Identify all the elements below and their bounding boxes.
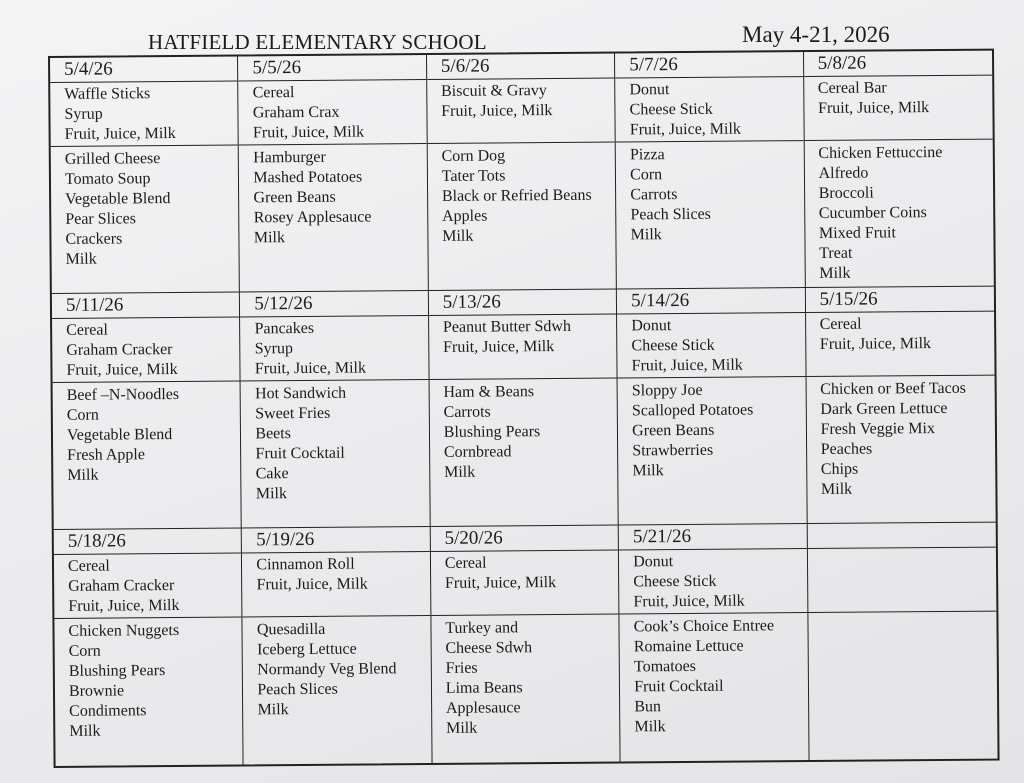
lunch-item: Iceberg Lettuce — [256, 640, 357, 659]
lunch-item: Romaine Lettuce — [633, 637, 744, 656]
day-cell — [805, 287, 995, 524]
lunch-item: Peach Slices — [630, 205, 711, 224]
day-cell — [427, 54, 617, 291]
lunch-menu — [808, 612, 998, 760]
lunch-item: Hamburger — [253, 148, 326, 167]
breakfast-item: Cinnamon Roll — [256, 555, 355, 574]
breakfast-item: Cereal — [444, 554, 487, 572]
breakfast-menu — [806, 312, 995, 377]
day-date: 5/21/26 — [619, 524, 807, 550]
breakfast-item: Donut — [629, 81, 670, 99]
day-date: 5/5/26 — [238, 55, 426, 81]
lunch-item: Sloppy Joe — [631, 381, 703, 400]
day-cell — [431, 526, 621, 763]
lunch-item: Cake — [255, 465, 289, 483]
lunch-item: Turkey and — [445, 619, 519, 637]
breakfast-item: Fruit, Juice, Milk — [633, 592, 745, 611]
lunch-item: Milk — [444, 463, 476, 481]
breakfast-item: Graham Cracker — [66, 341, 173, 359]
breakfast-menu — [52, 318, 240, 383]
breakfast-item: Fruit, Juice, Milk — [254, 359, 367, 378]
lunch-menu — [431, 615, 620, 763]
lunch-item: Apples — [442, 207, 488, 225]
date-range: May 4-21, 2026 — [742, 22, 890, 47]
lunch-menu — [618, 377, 807, 524]
lunch-item: Grilled Cheese — [64, 150, 161, 168]
breakfast-item: Cereal — [819, 315, 862, 333]
lunch-item: Lima Beans — [445, 679, 523, 697]
lunch-item: Chips — [820, 460, 859, 478]
lunch-item: Tomatoes — [633, 657, 697, 676]
day-cell — [54, 528, 244, 765]
day-date: 5/11/26 — [52, 293, 240, 319]
lunch-item: Pear Slices — [65, 210, 137, 228]
breakfast-item: Fruit, Juice, Milk — [443, 338, 555, 356]
breakfast-item: Pancakes — [254, 319, 315, 338]
day-cell — [50, 57, 240, 294]
lunch-item: Green Beans — [253, 188, 336, 207]
breakfast-item: Graham Crax — [252, 103, 340, 122]
lunch-item: Chicken Fettuccine — [818, 143, 943, 162]
lunch-item: Alfredo — [818, 164, 869, 182]
lunch-item: Condiments — [69, 702, 147, 720]
day-cell — [242, 527, 432, 764]
breakfast-item: Fruit, Juice, Milk — [817, 99, 930, 117]
lunch-item: Green Beans — [632, 421, 715, 440]
lunch-item: Corn — [630, 166, 663, 184]
day-cell — [619, 524, 809, 761]
lunch-item: Corn — [66, 406, 99, 424]
day-cell — [240, 291, 430, 528]
breakfast-item: Fruit, Juice, Milk — [629, 120, 741, 139]
breakfast-item: Fruit, Juice, Milk — [66, 360, 178, 379]
day-date: 5/19/26 — [242, 527, 430, 553]
lunch-item: Milk — [446, 719, 478, 737]
lunch-item: Ham & Beans — [443, 383, 535, 401]
lunch-item: Fresh Veggie Mix — [820, 420, 935, 438]
lunch-item: Vegetable Blend — [66, 426, 173, 444]
breakfast-item: Waffle Sticks — [64, 85, 151, 103]
breakfast-item: Syrup — [254, 340, 293, 358]
lunch-item: Black or Refried Beans — [441, 186, 592, 205]
breakfast-item: Biscuit & Gravy — [441, 82, 547, 100]
lunch-item: Broccoli — [818, 184, 874, 202]
breakfast-menu — [50, 82, 238, 147]
breakfast-item: Cereal — [66, 321, 108, 339]
lunch-item: Cook’s Choice Entree — [633, 617, 775, 636]
breakfast-item: Cheese Stick — [633, 572, 717, 591]
breakfast-menu — [54, 553, 242, 618]
lunch-item: Peach Slices — [257, 680, 338, 699]
lunch-item: Chicken or Beef Tacos — [820, 379, 966, 398]
breakfast-menu — [431, 551, 619, 616]
lunch-menu — [804, 140, 994, 287]
lunch-item: Applesauce — [445, 699, 521, 717]
day-date: 5/8/26 — [804, 51, 993, 77]
day-date: 5/12/26 — [240, 291, 428, 317]
day-cell — [807, 523, 997, 760]
lunch-item: Fresh Apple — [67, 446, 145, 464]
day-cell — [617, 288, 807, 525]
day-date: 5/15/26 — [805, 287, 994, 313]
breakfast-item: Donut — [633, 553, 674, 571]
lunch-item: Vegetable Blend — [65, 190, 171, 208]
breakfast-menu — [619, 549, 807, 614]
breakfast-item: Fruit, Juice, Milk — [819, 335, 932, 353]
lunch-item: Milk — [67, 466, 99, 484]
day-cell — [429, 290, 619, 527]
day-date: 5/4/26 — [50, 57, 238, 83]
breakfast-menu — [807, 548, 996, 613]
lunch-item: Milk — [257, 701, 289, 719]
breakfast-menu — [429, 315, 617, 380]
breakfast-item: Fruit, Juice, Milk — [444, 574, 557, 592]
lunch-item: Dark Green Lettuce — [820, 399, 948, 418]
lunch-item: Blushing Pears — [68, 662, 166, 680]
menu-grid — [48, 49, 1000, 768]
breakfast-item: Fruit, Juice, Milk — [64, 124, 176, 143]
lunch-item: Rosey Applesauce — [253, 208, 372, 227]
day-cell — [804, 51, 994, 288]
lunch-item: Cheese Sdwh — [445, 639, 533, 657]
breakfast-item: Cereal — [67, 557, 110, 575]
lunch-item: Beets — [255, 425, 291, 443]
lunch-item: Chicken Nuggets — [68, 621, 180, 640]
lunch-item: Cornbread — [443, 443, 512, 461]
day-date — [807, 523, 996, 549]
lunch-item: Milk — [632, 462, 664, 480]
breakfast-item: Cereal — [252, 84, 295, 102]
breakfast-item: Peanut Butter Sdwh — [442, 317, 572, 336]
lunch-item: Milk — [65, 250, 97, 268]
lunch-menu — [51, 146, 240, 293]
lunch-item: Cucumber Coins — [818, 204, 927, 222]
breakfast-menu — [240, 316, 428, 381]
lunch-item: Milk — [253, 229, 286, 247]
lunch-menu — [241, 380, 430, 527]
day-date: 5/7/26 — [615, 52, 803, 78]
lunch-item: Normandy Veg Blend — [257, 660, 397, 679]
lunch-item: Corn Dog — [441, 147, 506, 165]
lunch-item: Bun — [634, 698, 662, 716]
lunch-item: Tater Tots — [441, 167, 506, 185]
lunch-menu — [53, 382, 242, 529]
breakfast-menu — [615, 77, 803, 142]
breakfast-menu — [242, 552, 430, 617]
lunch-item: Mixed Fruit — [818, 224, 896, 242]
day-date: 5/6/26 — [427, 54, 615, 80]
breakfast-menu — [617, 313, 805, 378]
day-cell — [615, 52, 805, 289]
lunch-item: Fruit Cocktail — [634, 677, 724, 696]
breakfast-item: Graham Cracker — [68, 577, 175, 595]
breakfast-item: Syrup — [64, 105, 103, 123]
lunch-item: Scalloped Potatoes — [631, 401, 754, 420]
lunch-menu — [429, 379, 618, 526]
lunch-item: Mashed Potatoes — [253, 168, 363, 187]
lunch-item: Milk — [634, 718, 666, 736]
lunch-item: Quesadilla — [256, 620, 326, 639]
breakfast-item: Fruit, Juice, Milk — [68, 596, 180, 615]
lunch-item: Pizza — [629, 146, 665, 164]
lunch-item: Milk — [255, 485, 288, 503]
lunch-item: Milk — [630, 226, 662, 244]
lunch-item: Milk — [442, 227, 474, 245]
breakfast-item: Fruit, Juice, Milk — [631, 356, 743, 375]
lunch-item: Sweet Fries — [255, 404, 331, 423]
lunch-menu — [806, 376, 996, 523]
lunch-menu — [616, 141, 805, 288]
lunch-menu — [243, 616, 432, 764]
lunch-menu — [427, 143, 616, 290]
lunch-item: Treat — [819, 244, 853, 262]
breakfast-menu — [804, 76, 993, 141]
lunch-item: Beef –N-Noodles — [66, 385, 180, 404]
lunch-item: Milk — [819, 264, 851, 282]
lunch-menu — [54, 617, 243, 765]
lunch-item: Milk — [69, 722, 101, 740]
lunch-item: Tomato Soup — [64, 170, 151, 188]
breakfast-item: Donut — [631, 317, 672, 335]
day-cell — [238, 55, 428, 292]
lunch-menu — [239, 144, 428, 291]
lunch-item: Hot Sandwich — [254, 384, 347, 403]
school-title: HATFIELD ELEMENTARY SCHOOL — [148, 30, 487, 54]
day-cell — [52, 292, 242, 529]
day-date: 5/14/26 — [617, 288, 805, 314]
breakfast-menu — [239, 80, 427, 145]
breakfast-item: Cheese Stick — [629, 100, 713, 119]
lunch-menu — [620, 613, 809, 761]
lunch-item: Blushing Pears — [443, 423, 541, 441]
day-date: 5/18/26 — [54, 528, 242, 554]
breakfast-item: Fruit, Juice, Milk — [256, 575, 368, 594]
lunch-item: Carrots — [443, 403, 491, 421]
lunch-item: Fries — [445, 659, 478, 677]
lunch-item: Corn — [68, 642, 101, 660]
lunch-item: Crackers — [65, 230, 123, 248]
breakfast-menu — [427, 79, 615, 144]
lunch-item: Carrots — [630, 186, 678, 204]
day-date: 5/13/26 — [429, 290, 617, 316]
day-date: 5/20/26 — [431, 526, 619, 552]
breakfast-item: Cheese Stick — [631, 336, 715, 355]
breakfast-item: Cereal Bar — [817, 79, 887, 97]
lunch-item: Fruit Cocktail — [255, 444, 345, 463]
lunch-item: Peaches — [820, 440, 873, 458]
lunch-item: Milk — [820, 480, 853, 498]
lunch-item: Strawberries — [632, 441, 714, 460]
breakfast-item: Fruit, Juice, Milk — [441, 102, 553, 120]
lunch-item: Brownie — [68, 682, 125, 700]
breakfast-item: Fruit, Juice, Milk — [252, 123, 365, 142]
